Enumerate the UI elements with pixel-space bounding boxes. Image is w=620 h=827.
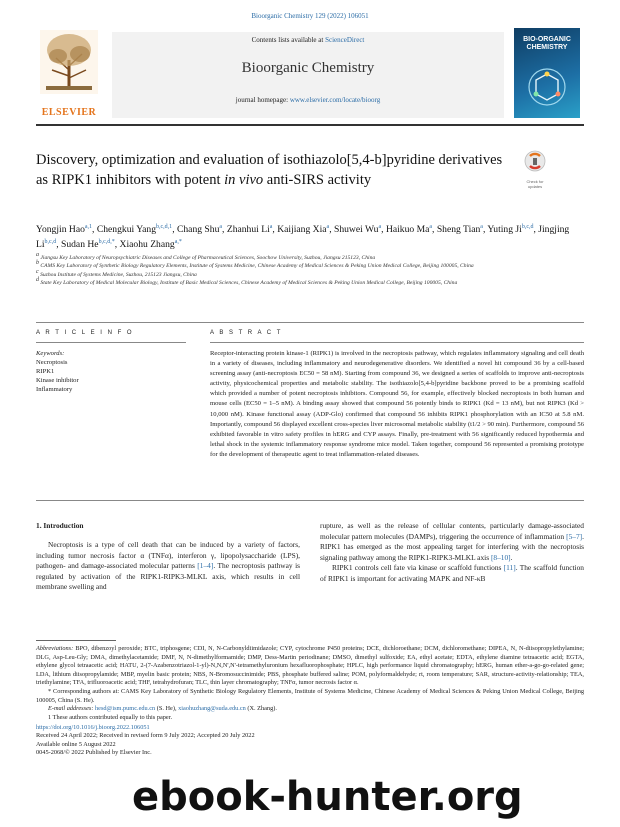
affiliation-text: Suzhou Institute of Systems Medicine, Suzhou, 215123 Jiangsu, China bbox=[40, 271, 197, 278]
author-affiliation-marker[interactable]: a bbox=[269, 223, 273, 230]
author-affiliation-marker[interactable]: a,* bbox=[174, 238, 182, 245]
author-name[interactable]: Chengkui Yang bbox=[96, 224, 157, 235]
author-name[interactable]: Sudan He bbox=[61, 239, 99, 250]
available-online: Available online 5 August 2022 bbox=[36, 740, 116, 748]
author-affiliation-marker[interactable]: b,c,d bbox=[44, 238, 57, 245]
keyword-item: RIPK1 bbox=[36, 368, 55, 375]
title-part-2: anti-SIRS activity bbox=[263, 172, 372, 188]
affiliation-text: Jiangsu Key Laboratory of Neuropsychiatric Diseases and College of Pharmaceutical Sciences, Soochow University, Suzhou, Jiangsu 215123, China bbox=[40, 255, 376, 261]
homepage-link[interactable]: www.elsevier.com/locate/bioorg bbox=[289, 96, 381, 104]
author-affiliation-marker[interactable]: a bbox=[326, 223, 330, 230]
check-line-2: updates bbox=[527, 184, 543, 189]
intro-text: RIPK1 controls cell fate via kinase or scaffold functions bbox=[332, 563, 504, 573]
abstract-heading: A B S T R A C T bbox=[210, 330, 283, 336]
keyword-item: Inflammatory bbox=[36, 386, 73, 393]
journal-header-box bbox=[112, 32, 504, 118]
doi-link[interactable]: https://doi.org/10.1016/j.bioorg.2022.106051 bbox=[36, 724, 150, 731]
check-for-updates-badge[interactable] bbox=[520, 150, 550, 190]
journal-name: Bioorganic Chemistry bbox=[241, 60, 375, 76]
affiliation-key: b bbox=[36, 260, 39, 267]
intro-text: . RIPK1 has emerged as the most appealing target for interfering with the necroptosis signaling pathway among the RIPK1-RIPK3-MLKL axis bbox=[320, 531, 584, 562]
affiliation-text: State Key Laboratory of Medical Molecular Biology, Institute of Basic Medical Sciences, Chinese Academy of Medical Sciences & Peking Union Medical College, Beijing 100005, China bbox=[40, 280, 458, 287]
affiliation-item bbox=[36, 268, 584, 279]
watermark-band bbox=[0, 774, 620, 827]
intro-paragraph-1 bbox=[36, 540, 300, 593]
abbreviations-footnote bbox=[36, 645, 584, 688]
intro-paragraph-2 bbox=[320, 563, 584, 584]
author-name[interactable]: Yuting Ji bbox=[487, 224, 522, 235]
abstract-text: Receptor-interacting protein kinase-1 (RIPK1) is involved in the necroptosis pathway, which regulates inflammatory signaling and cell death in a variety of diseases, including inflammatory and neurodegenerative disorders. We identified a novel hit compound 36 by a cell-based screening assay (anti-necroptosis EC50 = 58 nM). Starting from compound 36, we designed a series of scaffolds to improve anti-necroptosis activity, physicochemical properties and metabolic stability. The isothiazolo[5,4-b]pyridine backbone proved to be a promising scaffold which provided a number of potent necroptosis inhibitors. Compound 56, for example, effectively blocked necroptosis in both human and mouse cells (EC50 = 1–5 nM). A binding assay showed that compound 56 potently binds to RIPK1 (Kd = 13 nM), but not RIPK3 (Kd > 10,000 nM). Kinase functional assay (ADP-Glo) confirmed that compound 56 inhibits RIPK1 phosphorylation with an IC50 at 5.8 nM. Importantly, compound 56 displayed excellent cross-species liver microsomal metabolic stability (t1/2 > 90 min). Furthermore, compound 56 exhibited favorable in vitro safety profiles in hERG and CYP assays. Finally, pre-treatment with 56 significantly reduced hypothermia and lethal shock in the systemic inflammatory response syndrome mice model. Taken together, compound 56 represented a promising prototype for the development of therapeutic agent to treat inflammation-related diseases. bbox=[210, 350, 584, 458]
intro-text: rupture, as well as the release of cellular contents, particularly damage-associated molecular pattern molecules (DAMPs), triggering the occurrence of inflammation bbox=[320, 521, 584, 541]
keyword-item: Kinase inhibitor bbox=[36, 377, 79, 384]
cover-title-line-1: BIO-ORGANIC bbox=[523, 36, 571, 43]
contents-prefix: Contents lists available at bbox=[251, 36, 326, 44]
email-footnote bbox=[36, 705, 584, 714]
citation-link[interactable]: [1–4] bbox=[197, 561, 214, 571]
email-owner: (S. He), bbox=[155, 705, 179, 713]
email-owner: (X. Zhang). bbox=[245, 705, 277, 713]
abbreviations-text: BPO, dibenzoyl peroxide; BTC, triphosgene; CDI, N, N-Carbonyldiimidazole; CYP, cytochrome P450 proteins; DCE, dichloroethane; DCM, dichloromethane; DIPEA, N, N-diisopropylethylamine; DLG, Asp-Leu-Gly; DMA, dimethylacetamide; DMF, N, N-dimethylformamide; DMP, Dess-Martin periodinane; DMSO, dimethyl sulfoxide; EA, ethyl acetate; EDTA, ethylene diamine tetraacetic acid; EGTA, ethylene glycol tetraacetic acid; HATU, 2-(7-Azabenzotriazol-1-yl)-N,N,N',N'-tetramethyluronium hexafluorophosphate; HPLC, high performance liquid chromatography; hERG, human ether-a-go-go-related gene; LDA, lithium diisopropylamide; MBP, myelin basic protein; NBS, N-Bromosuccinimide; PBS, phosphate buffered saline; POM, polyformaldehyde; rt, room temperature; SAR, structure-activity-relationship; TEA, triethylamine; TFA, trifluoroacetic acid; THF, tetrahydrofuran; TLC, thin layer chromatography; TNFα, tumor necrosis factor α. bbox=[36, 645, 584, 687]
keywords-block bbox=[36, 349, 186, 394]
cover-molecule-icon bbox=[522, 62, 572, 112]
author-name[interactable]: Xiaohu Zhang bbox=[119, 239, 175, 250]
email-link-zhang[interactable]: xiaohuzhang@suda.edu.cn bbox=[178, 705, 246, 713]
equal-contribution-footnote: 1 These authors contributed equally to this paper. bbox=[48, 713, 173, 721]
author-name[interactable]: Shuwei Wu bbox=[333, 224, 379, 235]
intro-text: . bbox=[510, 552, 513, 562]
author-list: Yongjin Hao$^{a,1}$, Chengkui Yang$^{b,c,d,1}$, Chang Shu$^a$, Zhanhui Li$^a$, Kaijiang Xia$^a$, Shuwei Wu$^a$, Haikuo Ma$^a$, Sheng Tian$^a$, Yuting Ji$^{b,c,d}$, Jingjing Li$^{b,c,d}$, Sudan $He^{b,c,d,*}$, Xiaohu Zhang$^{a,*}$ bbox=[36, 223, 570, 250]
author-affiliation-marker[interactable]: a,1 bbox=[84, 223, 93, 230]
footnotes bbox=[36, 645, 584, 722]
author-affiliation-marker[interactable]: b,c,d,1 bbox=[156, 223, 173, 230]
check-for-updates-text bbox=[520, 179, 550, 189]
author-affiliation-marker[interactable]: b,c,d,* bbox=[98, 238, 115, 245]
affiliation-key: a bbox=[36, 252, 39, 259]
cover-title-line-2: CHEMISTRY bbox=[526, 44, 568, 51]
intro-paragraph-1-cont bbox=[320, 521, 584, 563]
affiliation-item bbox=[36, 254, 584, 262]
masthead bbox=[36, 28, 584, 120]
citation-link[interactable]: [11] bbox=[503, 563, 516, 573]
homepage-line bbox=[112, 96, 504, 104]
tree-logo-icon bbox=[40, 30, 98, 94]
author-affiliation-marker[interactable]: a bbox=[219, 223, 223, 230]
author-affiliation-marker[interactable]: a bbox=[378, 223, 382, 230]
journal-cover-image[interactable] bbox=[514, 28, 580, 118]
intro-text: Necroptosis is a type of cell death that can be induced by a variety of factors, including tumor necrosis factor α (TNFα), interferon γ, lipopolysaccharide (LPS), pathogen- and damage-associated molecular patterns bbox=[36, 540, 300, 571]
bibliographic-info bbox=[36, 724, 336, 758]
introduction-heading: 1. Introduction bbox=[36, 521, 84, 530]
elsevier-wordmark: ELSEVIER bbox=[41, 107, 97, 118]
affiliation-item bbox=[36, 262, 584, 270]
affiliation-list bbox=[36, 254, 584, 288]
elsevier-logo[interactable] bbox=[36, 28, 102, 118]
keywords-label: Keywords: bbox=[36, 350, 65, 357]
article-info-heading: A R T I C L E I N F O bbox=[36, 330, 134, 336]
author-name[interactable]: Yongjin Hao bbox=[36, 224, 85, 235]
intro-text: . The necroptosis pathway is regulated by activation of the RIPK1-RIPK3-MLKL axis, which results in cell membrane swelling and bbox=[36, 561, 300, 592]
body-column-right bbox=[320, 521, 584, 585]
author-name[interactable]: Sheng Tian bbox=[436, 224, 481, 235]
cover-title bbox=[514, 36, 580, 52]
citation-link[interactable]: [5–7] bbox=[566, 531, 583, 541]
footnote-rule bbox=[36, 640, 116, 641]
keyword-item: Necroptosis bbox=[36, 359, 68, 366]
author-affiliation-marker[interactable]: a bbox=[480, 223, 483, 230]
author-name[interactable]: Jingjing Li bbox=[36, 224, 570, 250]
abstract-rule bbox=[210, 342, 584, 343]
author-name[interactable]: Zhanhui Li bbox=[226, 224, 270, 235]
check-for-updates-icon bbox=[524, 150, 546, 174]
author-affiliation-marker[interactable]: a bbox=[429, 223, 433, 230]
abstract-bottom-rule bbox=[36, 500, 584, 501]
citation-link[interactable]: [8–10] bbox=[490, 552, 511, 562]
corresponding-footnote: * Corresponding authors at: CAMS Key Laboratory of Synthetic Biology Regulatory Elements, Institute of Systems Medicine, Chinese Academy of Medical Sciences & Peking Union Medical College, Beijing 100005, China (S. He). bbox=[36, 687, 584, 704]
intro-text: . The scaffold function of RIPK1 is important for activating MAPK and NF-κB bbox=[320, 563, 584, 583]
watermark-text: ebook-hunter.org bbox=[132, 774, 523, 820]
author-affiliation-marker[interactable]: b,c,d bbox=[521, 223, 534, 230]
affiliation-item bbox=[36, 279, 584, 287]
header-rule bbox=[36, 124, 584, 126]
email-link-he[interactable]: hesd@ism.pumc.edu.cn bbox=[95, 705, 156, 713]
affiliation-text: CAMS Key Laboratory of Synthetic Biology Regulatory Elements, Institute of Systems Medicine, Chinese Academy of Medical Sciences & Peking Union Medical College, Beijing 100005, China bbox=[40, 263, 474, 270]
abbreviations-label: Abbreviations: bbox=[36, 645, 74, 652]
sciencedirect-link[interactable]: ScienceDirect bbox=[325, 36, 365, 44]
article-info-rule bbox=[36, 342, 186, 343]
copyright: 0045-2068/© 2022 Published by Elsevier Inc. bbox=[36, 749, 152, 757]
affiliation-key: c bbox=[36, 268, 39, 275]
homepage-prefix: journal homepage: bbox=[235, 96, 290, 104]
title-italic: in vivo bbox=[224, 172, 264, 188]
email-label: E-mail addresses: bbox=[48, 705, 95, 713]
received-dates: Received 24 April 2022; Received in revised form 9 July 2022; Accepted 20 July 2022 bbox=[36, 732, 255, 740]
check-line-1: Check for bbox=[526, 179, 544, 184]
body-column-left bbox=[36, 540, 300, 593]
affiliation-key: d bbox=[36, 277, 39, 284]
author-name[interactable]: Kaijiang Xia bbox=[277, 224, 327, 235]
paper-title bbox=[36, 150, 506, 190]
journal-citation-line[interactable]: Bioorganic Chemistry 129 (2022) 106051 bbox=[251, 12, 369, 20]
author-name[interactable]: Chang Shu bbox=[176, 224, 220, 235]
section-rule bbox=[36, 322, 584, 323]
title-part-1: Discovery, optimization and evaluation of isothiazolo[5,4-b]pyridine derivatives as RIPK1 inhibitors with potent bbox=[36, 152, 503, 188]
author-name[interactable]: Haikuo Ma bbox=[385, 224, 430, 235]
contents-line bbox=[112, 36, 504, 44]
